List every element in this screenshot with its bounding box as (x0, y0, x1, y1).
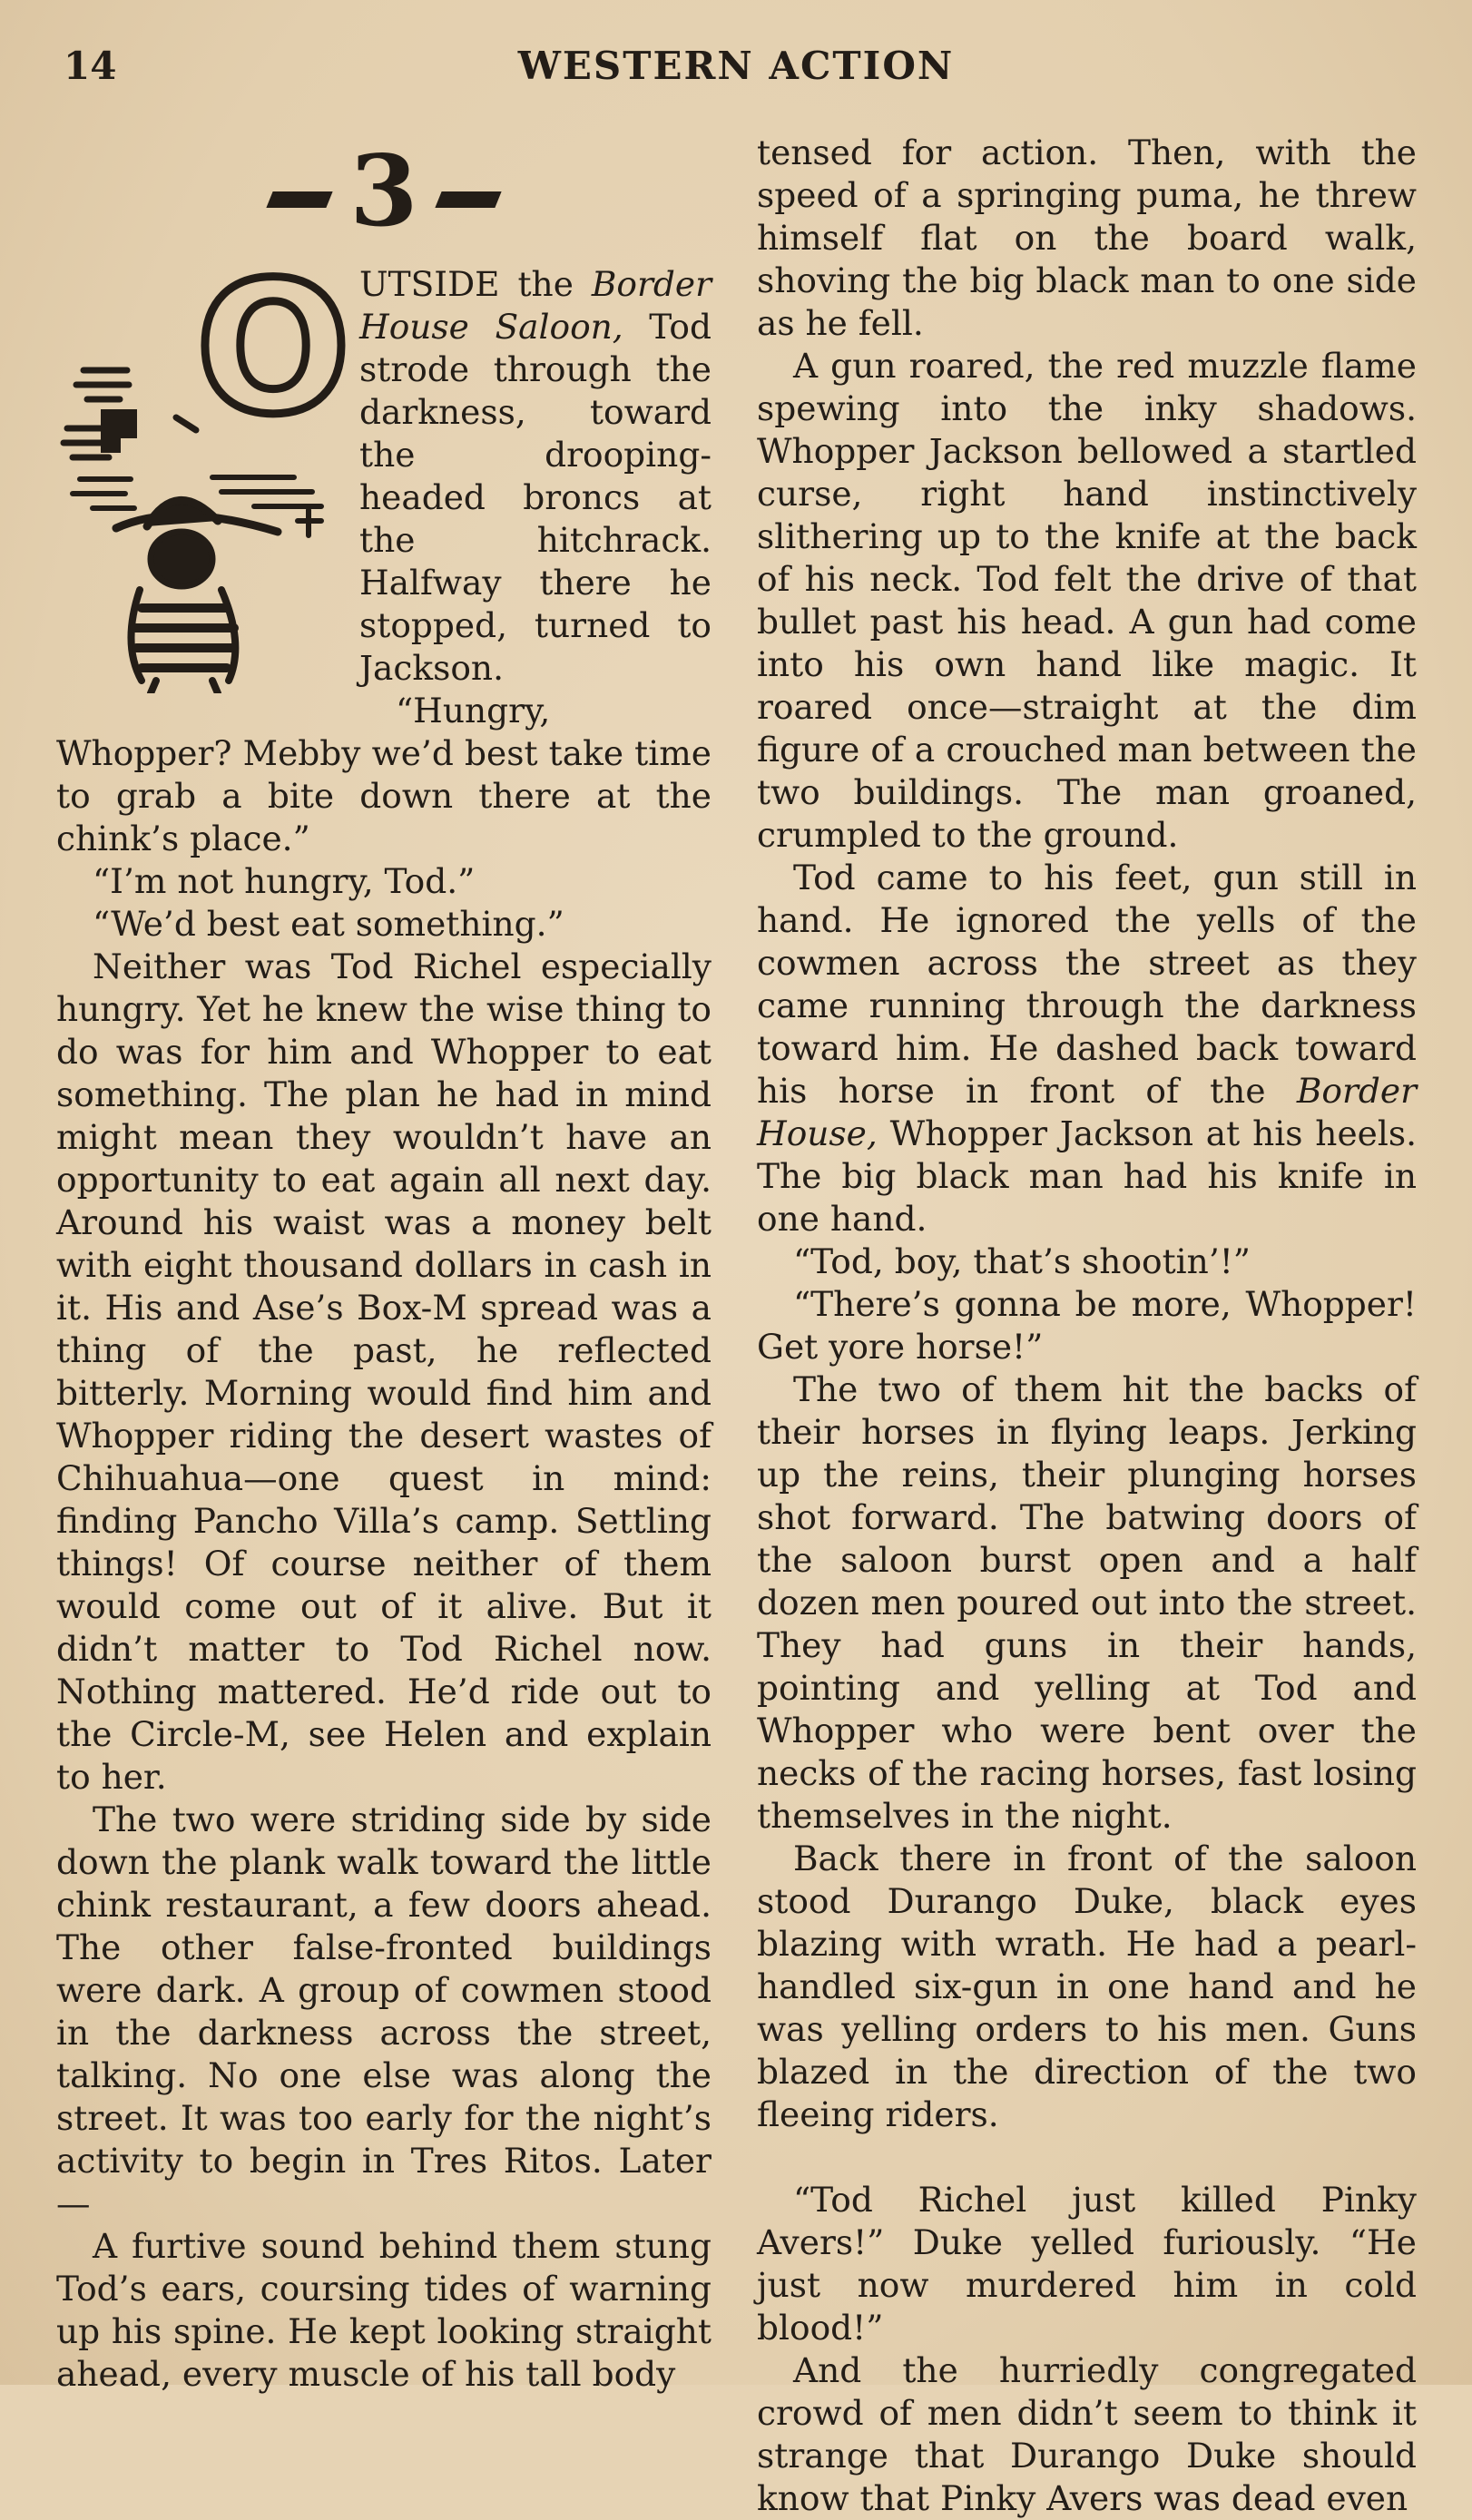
paragraph-border-house (757, 857, 1417, 1240)
text-span: Tod came to his feet, gun still in hand. He ignored the yells of the cowmen across the street as they came running through the darkness toward him. He dashed back toward his horse in front of the (757, 858, 1417, 1111)
text-span: Whopper Jackson at his heels. The big black man had his knife in one hand. (757, 1113, 1417, 1239)
paragraph: The two were striding side by side down the plank walk toward the little chink restaurant, a few doors ahead. The other false-fronted buildings were dark. A group of cowmen stood in the darkness across the street, talking. No one else was along the street. It was too early for the night’s activity to begin in Tres Ritos. Later— (56, 1799, 711, 2223)
page-number: 14 (64, 44, 117, 88)
section-gap (757, 2136, 1417, 2179)
left-column (56, 132, 711, 2396)
paragraph: A gun roared, the red muzzle flame spewing into the inky shadows. Whopper Jackson bellowed a startled curse, right hand instinctively slithering up to the knife at the back of his neck. Tod felt the drive of that bullet past his head. A gun had come into his own hand like magic. It roared once—straight at the dim figure of a crouched man between the two buildings. The man groaned, crumpled to the ground. (757, 346, 1417, 855)
paragraph: A furtive sound behind them stung Tod’s ears, coursing tides of warning up his spine. He kept looking straight ahead, every muscle of his tall body (56, 2226, 711, 2394)
paragraph: “Hungry, Whopper? Mebby we’d best take time to grab a bite down there at the chink’s place.” (56, 691, 711, 858)
chapter-dash-right (435, 191, 501, 208)
drop-cap-illustration (40, 243, 351, 693)
paragraph: Back there in front of the saloon stood Durango Duke, black eyes blazing with wrath. He had a pearl-handled six-gun in one hand and he was yelling orders to his men. Guns blazed in the direction of the two fleeing riders. (757, 1839, 1417, 2134)
chapter-heading (56, 126, 711, 258)
paragraph: “Tod, boy, that’s shootin’!” (793, 1241, 1251, 1281)
page-header (56, 44, 1416, 98)
chapter-number: 3 (349, 134, 418, 249)
right-column (757, 132, 1417, 2520)
paragraph: “I’m not hungry, Tod.” (93, 861, 476, 901)
opening-text: UTSIDE the (359, 264, 592, 304)
opening-text-rest: Tod strode through the darkness, toward the drooping-headed broncs at the hitchrack. Halfway there he stopped, turned to Jackson. (359, 307, 711, 688)
paragraph: “There’s gonna be more, Whopper! Get yore horse!” (757, 1284, 1417, 1367)
paragraph: “Tod Richel just killed Pinky Avers!” Duke yelled furiously. “He just now murdered him in cold blood!” (757, 2180, 1417, 2348)
italic-span: Border House, (757, 1071, 1417, 1153)
opening-italic: Border House Saloon, (359, 264, 711, 347)
chapter-dash-left (267, 191, 333, 208)
running-title: WESTERN ACTION (517, 44, 955, 88)
drop-cap-letter: O (196, 243, 351, 455)
paragraph: And the hurriedly congregated crowd of men didn’t seem to think it strange that Durango Duke should know that Pinky Avers was dead even (757, 2350, 1417, 2518)
paragraph: Neither was Tod Richel especially hungry. Yet he knew the wise thing to do was for him and Whopper to eat something. The plan he had in mind might mean they wouldn’t have an opportunity to eat again all next day. Around his waist was a money belt with eight thousand dollars in cash in it. His and Ase’s Box-M spread was a thing of the past, he reflected bitterly. Morning would find him and Whopper riding the desert wastes of Chihuahua—one quest in mind: finding Pancho Villa’s camp. Settling things! Of course neither of them would come out of it alive. But it didn’t matter to Tod Richel now. Nothing mattered. He’d ride out to the Circle-M, see Helen and explain to her. (56, 946, 711, 1797)
paragraph: The two of them hit the backs of their horses in flying leaps. Jerking up the reins, their plunging horses shot forward. The batwing doors of the saloon burst open and a half dozen men poured out into the street. They had guns in their hands, pointing and yelling at Tod and Whopper who were bent over the necks of the racing horses, fast losing themselves in the night. (757, 1369, 1417, 1836)
paragraph: tensed for action. Then, with the speed of a springing puma, he threw himself flat on the board walk, shoving the big black man to one side as he fell. (757, 132, 1417, 343)
paragraph: “We’d best eat something.” (93, 904, 564, 944)
